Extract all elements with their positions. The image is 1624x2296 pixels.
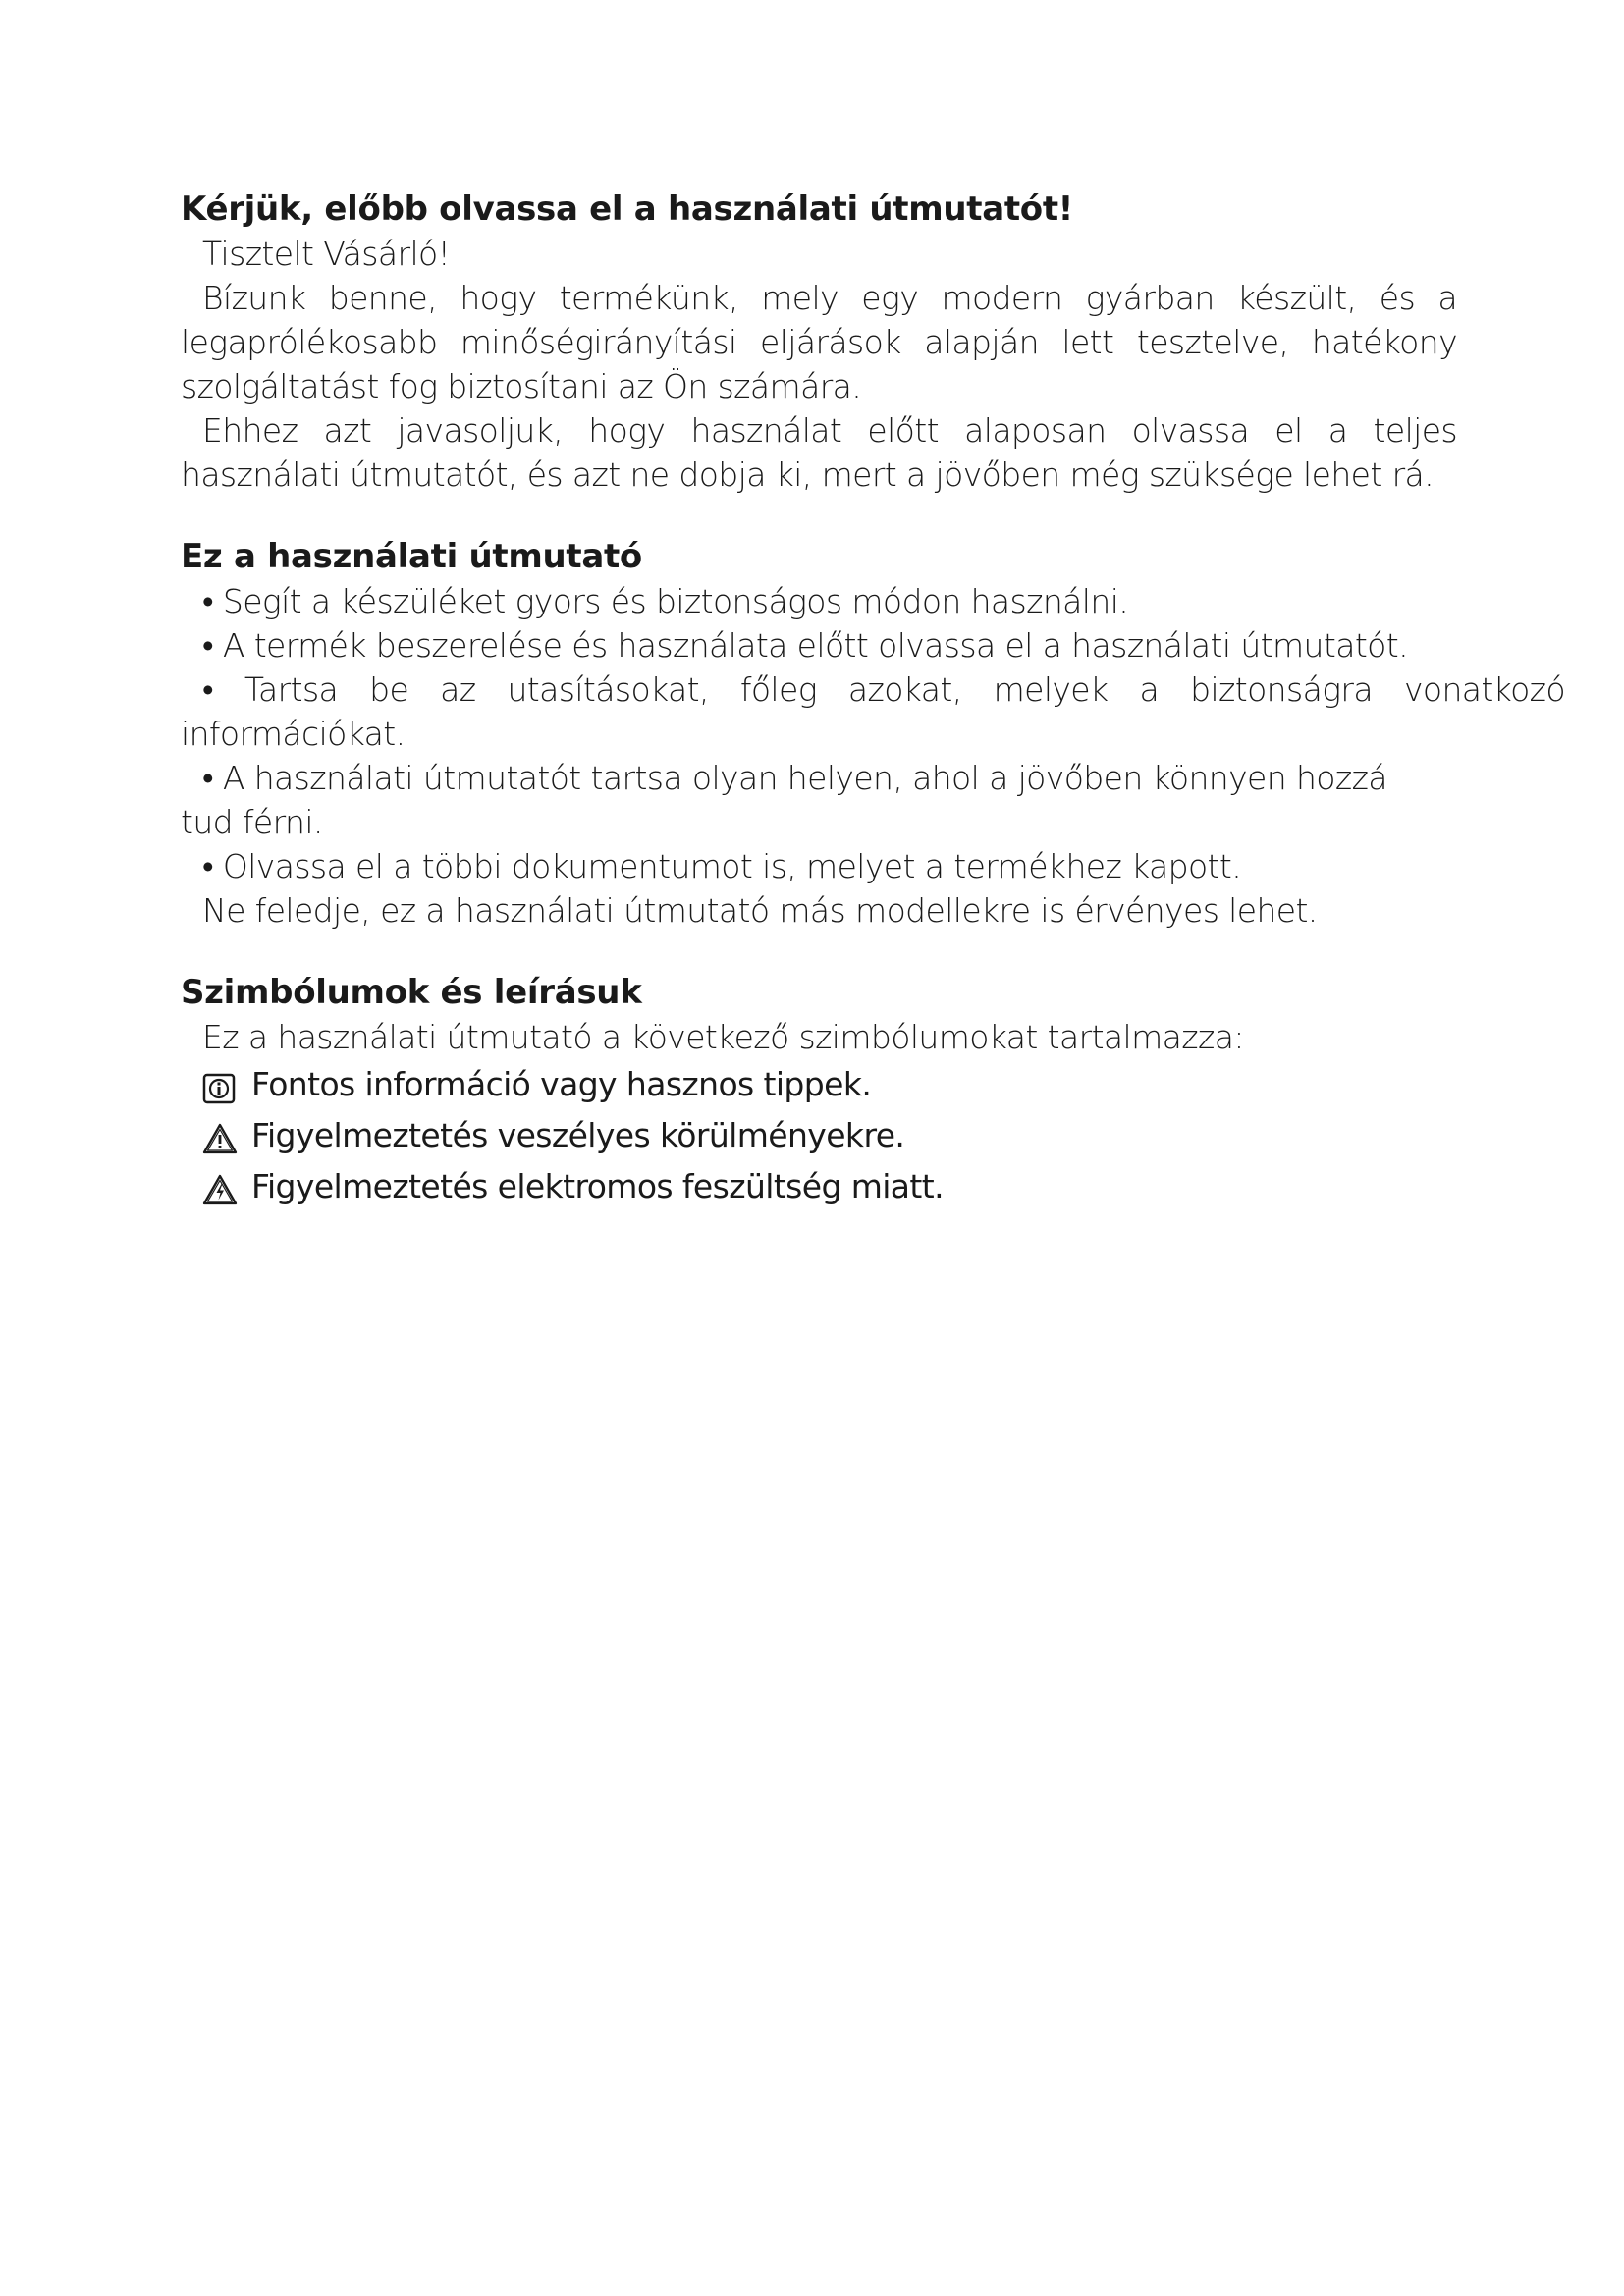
bullet-item: • A használati útmutatót tartsa olyan helyen, ahol a jövőben könnyen hozzá tud férni. [181,759,1387,841]
bullet-item: • Segít a készüléket gyors és biztonságos módon használni. [202,582,1129,620]
manual-heading: Ez a használati útmutató [181,537,642,576]
symbol-row-electric [181,1161,1565,1212]
intro-paragraph-1: Bízunk benne, hogy termékünk, mely egy modern gyárban készült, és a legaprólékosabb minőségirányítási eljárások alapján lett tesztelve, hatékony szolgáltatást fog biztosítani az Ön számára. [181,279,1457,405]
symbol-row-warning [181,1110,1565,1161]
electric-warning-icon [202,1170,238,1203]
symbol-text: Fontos információ vagy hasznos tippek. [251,1065,872,1103]
manual-page [181,187,1565,1212]
manual-section [181,534,1565,933]
symbols-heading: Szimbólumok és leírásuk [181,973,642,1012]
symbols-section [181,970,1565,1212]
symbol-text: Figyelmeztetés veszélyes körülményekre. [251,1116,905,1154]
intro-paragraph-2: Ehhez azt javasoljuk, hogy használat előtt alaposan olvassa el a teljes használati útmutatót, és azt ne dobja ki, mert a jövőben még szüksége lehet rá. [181,411,1457,494]
manual-note: Ne feledje, ez a használati útmutató más modellekre is érvényes lehet. [202,891,1318,930]
info-icon [202,1068,238,1101]
symbols-intro: Ez a használati útmutató a következő szimbólumokat tartalmazza: [202,1018,1244,1056]
symbol-row-info [181,1059,1565,1110]
greeting: Tisztelt Vásárló! [202,235,451,273]
bullet-item: • A termék beszerelése és használata előtt olvassa el a használati útmutatót. [202,626,1408,665]
bullet-item: • Olvassa el a többi dokumentumot is, melyet a termékhez kapott. [202,847,1242,885]
warning-icon [202,1119,238,1152]
bullet-item: • Tartsa be az utasításokat, főleg azokat, melyek a biztonságra vonatkozó információkat. [181,670,1565,753]
intro-heading: Kérjük, előbb olvassa el a használati útmutatót! [181,189,1074,229]
intro-section [181,187,1565,497]
symbol-text: Figyelmeztetés elektromos feszültség miatt. [251,1167,945,1205]
